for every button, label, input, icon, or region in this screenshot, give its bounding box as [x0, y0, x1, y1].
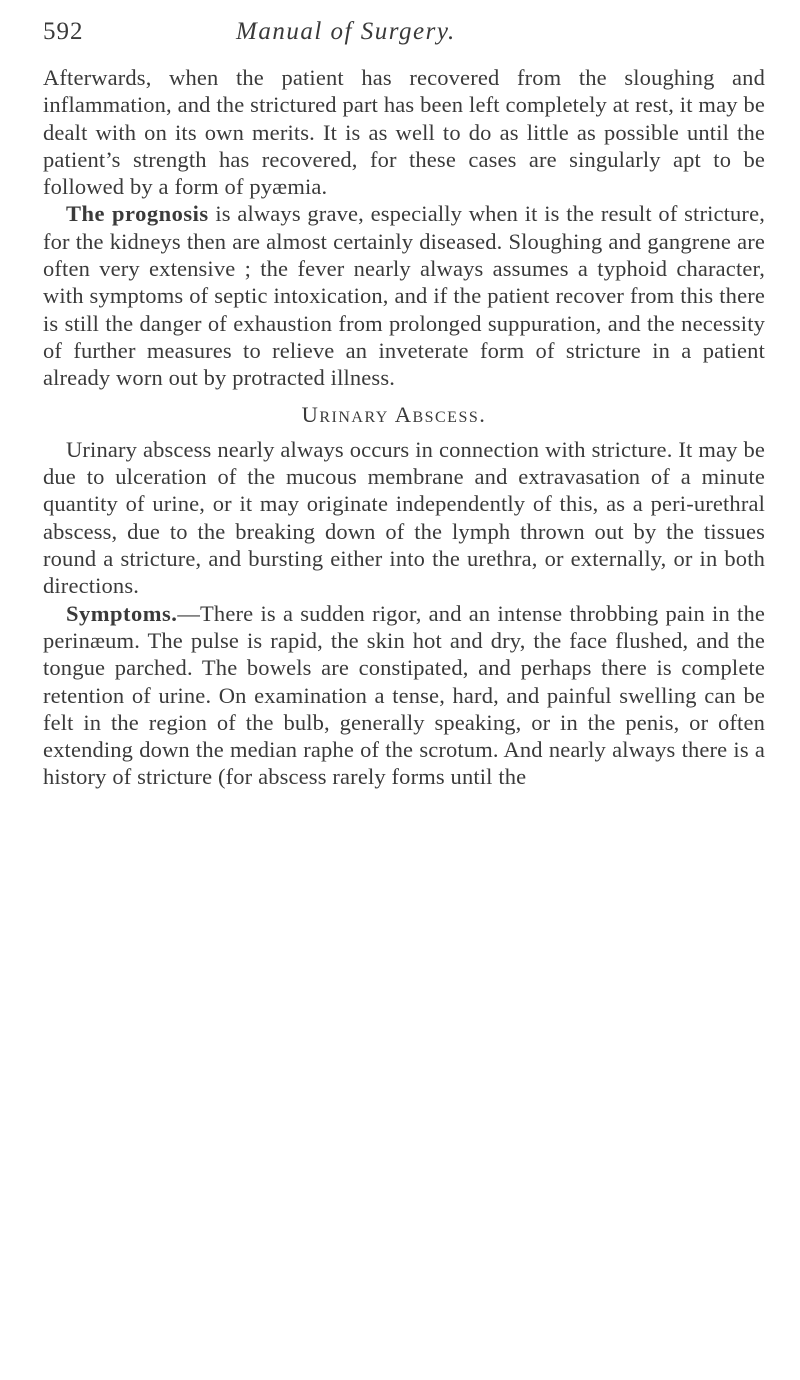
paragraph-prognosis — [43, 200, 765, 391]
book-page — [43, 18, 765, 791]
running-title: Manual of Surgery. — [236, 18, 456, 45]
page-number: 592 — [43, 18, 84, 45]
paragraph-urinary-abscess: Urinary abscess nearly always occurs in connection with stricture. It may be due to ulceration of the mucous membrane and extravasation of a minute quantity of urine, or it may originate independently of this, as a peri-urethral abscess, due to the breaking down of the lymph thrown out by the tissues round a stricture, and bursting either into the urethra, or externally, or in both directions. — [43, 436, 765, 599]
prognosis-text: is always grave, especially when it is the result of stricture, for the kidneys then are almost certainly diseased. Sloughing and gangrene are often very extensive ; the fever nearly always assumes a typhoid character, with symptoms of septic intoxication, and if the patient recover from this there is still the danger of exhaustion from prolonged suppuration, and the necessity of further measures to relieve an inveterate form of stricture in a patient already worn out by protracted illness. — [43, 201, 765, 391]
symptoms-text: —There is a sudden rigor, and an intense throbbing pain in the perinæum. The pulse is rapid, the skin hot and dry, the face flushed, and the tongue parched. The bowels are constipated, and perhaps there is complete retention of urine. On examination a tense, hard, and painful swelling can be felt in the region of the bulb, generally speaking, or in the penis, or often extending down the median raphe of the scrotum. And nearly always there is a history of stricture (for abscess rarely forms until the — [43, 600, 765, 790]
paragraph-afterwards: Afterwards, when the patient has recovered from the sloughing and inflammation, and the strictured part has been left completely at rest, it may be dealt with on its own merits. It is as well to do as little as possible until the patient’s strength has recovered, for these cases are singularly apt to be followed by a form of pyæmia. — [43, 65, 765, 200]
paragraph-symptoms — [43, 600, 765, 791]
section-heading-urinary-abscess: Urinary Abscess. — [301, 401, 487, 427]
prognosis-run-in-heading: The prognosis — [66, 201, 209, 227]
symptoms-run-in-heading: Symptoms. — [66, 600, 178, 626]
body-text — [43, 64, 765, 791]
running-head — [43, 18, 765, 52]
